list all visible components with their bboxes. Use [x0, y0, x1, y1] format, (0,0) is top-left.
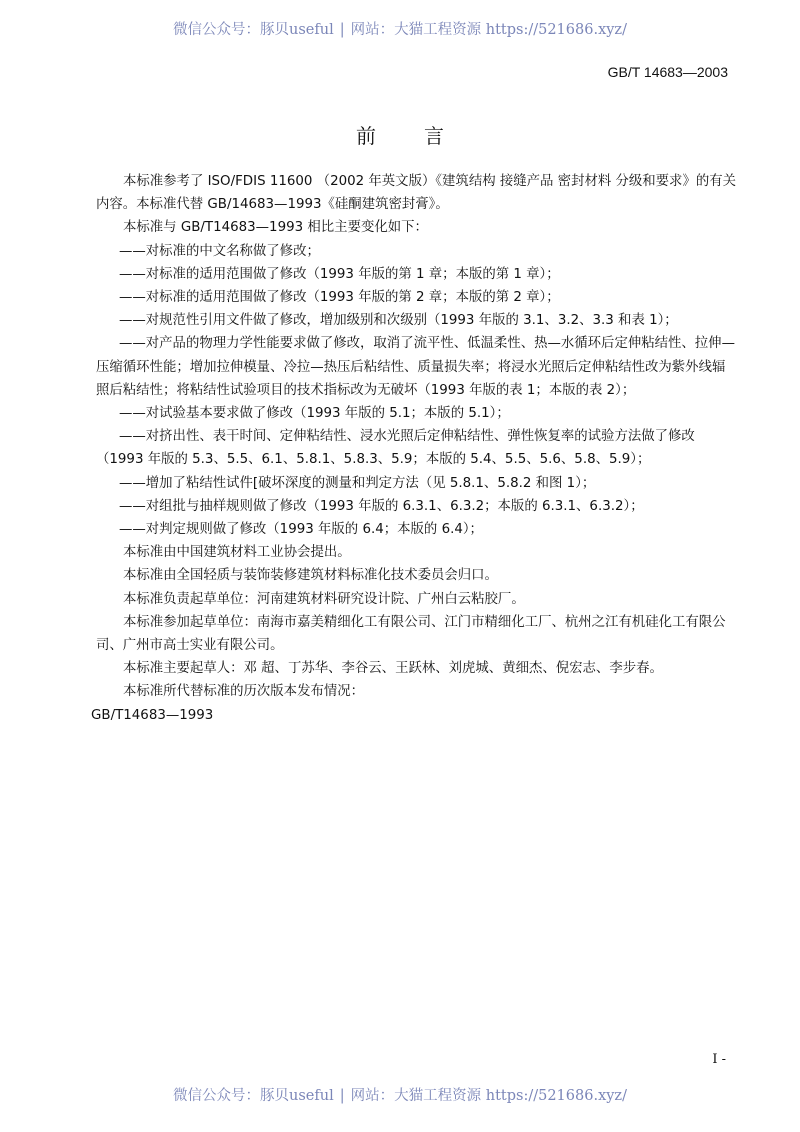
- paragraph-history: 本标准所代替标准的历次版本发布情况：: [123, 684, 365, 700]
- change-item: ——对标准的中文名称做了修改；: [119, 243, 320, 259]
- page-number: I -: [712, 1052, 726, 1067]
- standard-code: GB/T 14683—2003: [607, 64, 728, 80]
- paragraph-participating-drafters: 本标准参加起草单位：南海市嘉美精细化工有限公司、江门市精细化工厂、杭州之江有机硅化工有限公司、广州市高士实业有限公司。: [96, 614, 726, 654]
- change-item: ——对挤出性、表干时间、定伸粘结性、浸水光照后定伸粘结性、弹性恢复率的试验方法做了修改（1993 年版的 5.3、5.5、6.1、5.8.1、5.8.3、5.9；本版的 5.4、5.5、5.6、5.8、5.9）；: [96, 429, 695, 468]
- paragraph-previous-version: GB/T14683—1993: [91, 707, 214, 723]
- watermark-top: [0, 18, 800, 39]
- watermark-wechat: 微信公众号：豚贝useful: [173, 22, 334, 38]
- watermark-bottom: [0, 1084, 800, 1105]
- paragraph-main-drafters: 本标准主要起草人：邓 超、丁苏华、李谷云、王跃林、刘虎城、黄细杰、倪宏志、李步春。: [123, 661, 663, 677]
- change-item: ——对标准的适用范围做了修改（1993 年版的第 2 章；本版的第 2 章）；: [119, 290, 560, 306]
- paragraph-reference: 本标准参考了 ISO/FDIS 11600 （2002 年英文版）《建筑结构 接缝产品 密封材料 分级和要求》的有关内容。本标准代替 GB/14683—1993《硅酮建筑密封膏》。: [96, 174, 737, 213]
- change-item: ——对组批与抽样规则做了修改（1993 年版的 6.3.1、6.3.2；本版的 6.3.1、6.3.2）；: [119, 498, 644, 514]
- change-item: ——对产品的物理力学性能要求做了修改，取消了流平性、低温柔性、热—水循环后定伸粘结性、拉伸—压缩循环性能；增加拉伸模量、冷拉—热压后粘结性、质量损失率；将浸水光照后定伸粘结性改为紫外线辐照后粘结性；将粘结性试验项目的技术指标改为无破坏（1993 年版的表 1；本版的表 2）；: [96, 336, 735, 398]
- watermark-wechat: 微信公众号：豚贝useful: [173, 1088, 334, 1104]
- change-item: ——对标准的适用范围做了修改（1993 年版的第 1 章；本版的第 1 章）；: [119, 266, 560, 282]
- change-item: ——增加了粘结性试件[破坏深度的测量和判定方法（见 5.8.1、5.8.2 和图 1）；: [119, 475, 596, 491]
- change-item: ——对试验基本要求做了修改（1993 年版的 5.1；本版的 5.1）；: [119, 406, 510, 422]
- change-item: ——对判定规则做了修改（1993 年版的 6.4；本版的 6.4）；: [119, 522, 483, 538]
- watermark-separator: |: [339, 22, 345, 38]
- document-body: [91, 170, 737, 727]
- watermark-website: 网站：大猫工程资源 https://521686.xyz/: [350, 22, 627, 38]
- paragraph-committee: 本标准由全国轻质与装饰装修建筑材料标准化技术委员会归口。: [123, 568, 498, 584]
- watermark-website: 网站：大猫工程资源 https://521686.xyz/: [350, 1088, 627, 1104]
- change-item: ——对规范性引用文件做了修改，增加级别和次级别（1993 年版的 3.1、3.2、3.3 和表 1）；: [119, 313, 678, 329]
- paragraph-lead-drafter: 本标准负责起草单位：河南建筑材料研究设计院、广州白云粘胶厂。: [123, 591, 525, 607]
- paragraph-changes-intro: 本标准与 GB/T14683—1993 相比主要变化如下：: [123, 220, 428, 236]
- paragraph-proposer: 本标准由中国建筑材料工业协会提出。: [123, 545, 351, 561]
- page-title: 前言: [356, 124, 492, 148]
- watermark-separator: |: [339, 1088, 345, 1104]
